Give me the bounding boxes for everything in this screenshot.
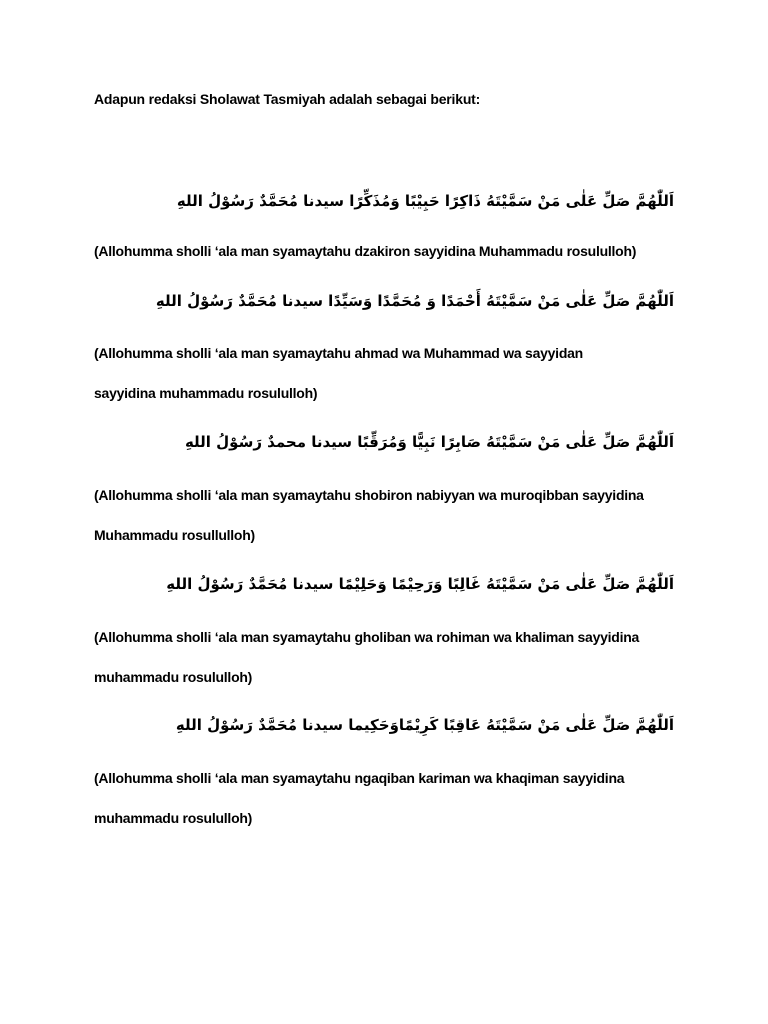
arabic-prayer-1: اَللّٰهُمَّ صَلِّ عَلٰى مَنْ سَمَّيْتَهُ ذَاكِرًا حَبِيْبًا وَمُذَكِّرًا سيدنا مُحَمَّدٌ رَسُوْلُ اللهِ [176, 192, 674, 210]
arabic-prayer-2: اَللّٰهُمَّ صَلِّ عَلٰى مَنْ سَمَّيْتَهُ أَحْمَدًا وَ مُحَمَّدًا وَسَيِّدًا سيدنا مُحَمَّدٌ رَسُوْلُ اللهِ [155, 292, 674, 310]
transliteration-5-line-1: (Allohumma sholli ‘ala man syamaytahu ngaqiban kariman wa khaqiman sayyidina [94, 770, 625, 786]
transliteration-3-line-2: Muhammadu rosullulloh) [94, 527, 255, 543]
transliteration-2-line-2: sayyidina muhammadu rosululloh) [94, 385, 318, 401]
arabic-prayer-4: اَللّٰهُمَّ صَلِّ عَلٰى مَنْ سَمَّيْتَهُ غَالِبًا وَرَحِيْمًا وَحَلِيْمًا سيدنا مُحَمَّدٌ رَسُوْلُ اللهِ [166, 575, 674, 593]
intro-text: Adapun redaksi Sholawat Tasmiyah adalah sebagai berikut: [94, 91, 481, 107]
transliteration-4-line-2: muhammadu rosululloh) [94, 669, 253, 685]
arabic-prayer-3: اَللّٰهُمَّ صَلِّ عَلٰى مَنْ سَمَّيْتَهُ صَابِرًا نَبِيًّا وَمُرَقِّبًا سيدنا محمدٌ رَسُوْلُ اللهِ [184, 433, 674, 451]
transliteration-2-line-1: (Allohumma sholli ‘ala man syamaytahu ahmad wa Muhammad wa sayyidan [94, 345, 583, 361]
transliteration-5-line-2: muhammadu rosululloh) [94, 810, 253, 826]
transliteration-4-line-1: (Allohumma sholli ‘ala man syamaytahu gholiban wa rohiman wa khaliman sayyidina [94, 629, 640, 645]
arabic-prayer-5: اَللّٰهُمَّ صَلِّ عَلٰى مَنْ سَمَّيْتَهُ عَاقِبًا كَرِيْمًاوَحَكِيما سيدنا مُحَمَّدٌ رَسُوْلُ اللهِ [175, 716, 674, 734]
transliteration-3-line-1: (Allohumma sholli ‘ala man syamaytahu shobiron nabiyyan wa muroqibban sayyidina [94, 487, 644, 503]
transliteration-1-line-1: (Allohumma sholli ‘ala man syamaytahu dzakiron sayyidina Muhammadu rosululloh) [94, 243, 637, 259]
